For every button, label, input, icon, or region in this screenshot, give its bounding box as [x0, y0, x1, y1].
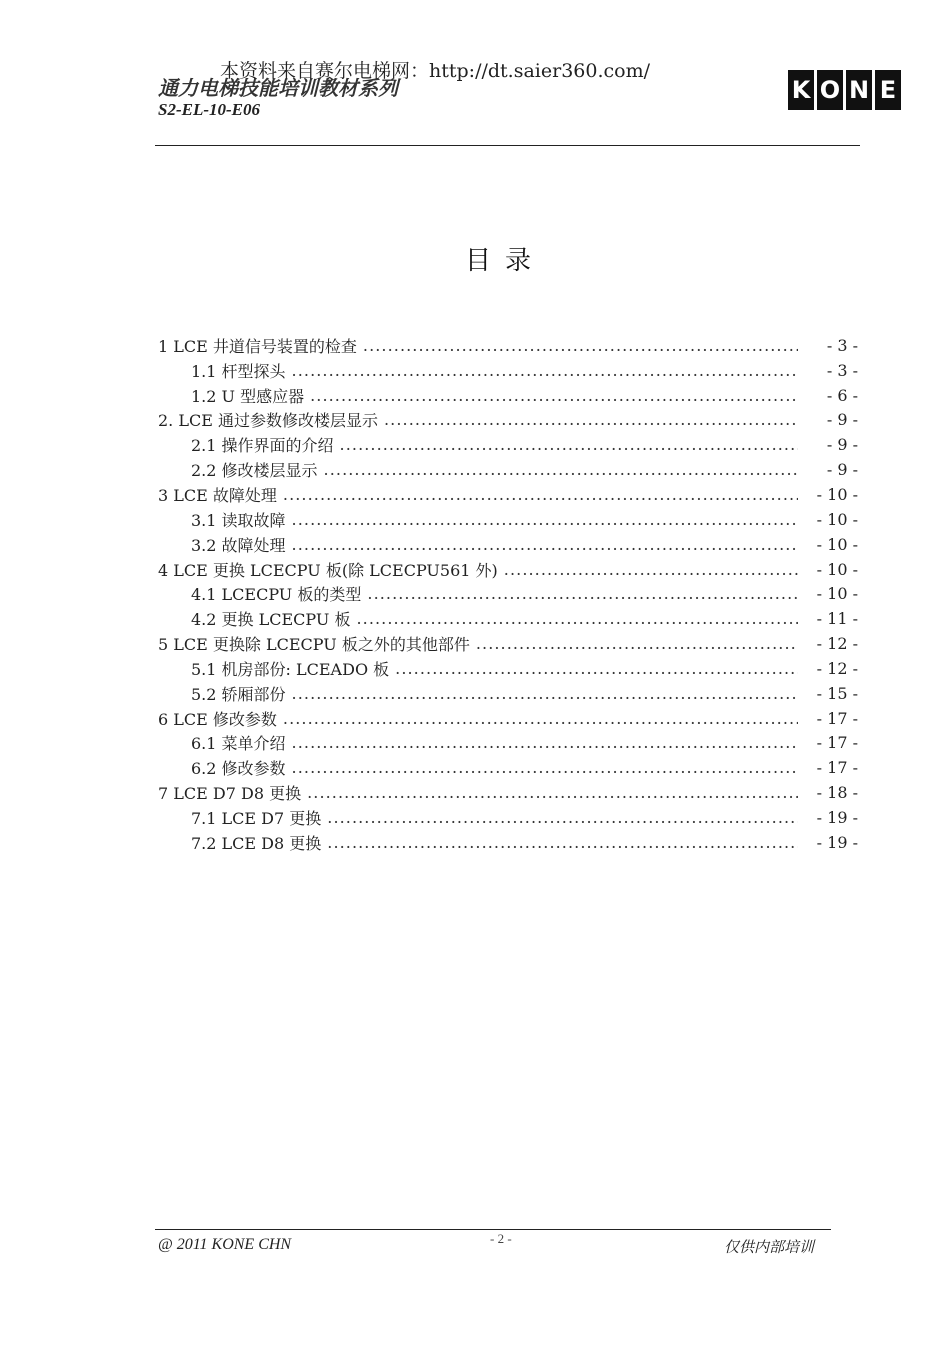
- logo-letter: N: [846, 70, 872, 110]
- document-code: S2-EL-10-E06: [158, 100, 260, 119]
- toc-entry-label: 3.2 故障处理: [191, 535, 286, 555]
- toc-entry[interactable]: [158, 383, 858, 408]
- toc-leader-dots: [292, 361, 798, 380]
- toc-entry-label: 3.1 读取故障: [191, 510, 286, 530]
- toc-entry-page: - 17 -: [816, 708, 858, 728]
- footer-copyright: @ 2011 KONE CHN: [158, 1236, 292, 1253]
- toc-entry-label: 7.2 LCE D8 更换: [191, 833, 322, 853]
- toc-entry-page: - 15 -: [816, 683, 858, 703]
- toc-entry-label: 6.1 菜单介绍: [191, 734, 286, 754]
- toc-entry-label: 1.2 U 型感应器: [191, 386, 305, 406]
- toc-entry[interactable]: [158, 358, 858, 383]
- toc-leader-dots: [292, 758, 798, 777]
- toc-entry-page: - 10 -: [816, 584, 858, 604]
- page-number: - 2 -: [490, 1231, 512, 1246]
- logo-letter: K: [788, 70, 814, 110]
- watermark-text: 本资料来自赛尔电梯网：http://dt.saier360.com/: [220, 60, 650, 82]
- logo-letter: E: [875, 70, 901, 110]
- toc-leader-dots: [283, 485, 798, 504]
- toc-entry-label: 4.2 更换 LCECPU 板: [191, 610, 351, 630]
- toc-entry-page: - 3 -: [826, 335, 858, 355]
- toc-entry[interactable]: [158, 408, 858, 433]
- toc-leader-dots: [367, 584, 798, 603]
- toc-leader-dots: [504, 560, 798, 579]
- toc-leader-dots: [283, 709, 798, 728]
- footer-divider: [155, 1229, 831, 1230]
- toc-leader-dots: [324, 460, 798, 479]
- toc-entry[interactable]: [158, 656, 858, 681]
- toc-entry[interactable]: [158, 557, 858, 582]
- toc-entry-label: 2.1 操作界面的介绍: [191, 436, 334, 456]
- toc-entry-page: - 12 -: [816, 658, 858, 678]
- toc-leader-dots: [395, 659, 798, 678]
- toc-entry-label: 5.1 机房部份: LCEADO 板: [191, 659, 390, 679]
- toc-leader-dots: [292, 510, 798, 529]
- table-of-contents: [158, 333, 858, 855]
- toc-entry[interactable]: [158, 581, 858, 606]
- toc-entry-page: - 10 -: [816, 484, 858, 504]
- toc-entry-label: 5 LCE 更换除 LCECPU 板之外的其他部件: [158, 635, 470, 655]
- toc-entry-page: - 9 -: [826, 410, 858, 430]
- toc-entry-label: 2.2 修改楼层显示: [191, 461, 318, 481]
- toc-entry[interactable]: [158, 631, 858, 656]
- toc-entry-label: 1.1 杆型探头: [191, 361, 286, 381]
- toc-entry-label: 6.2 修改参数: [191, 759, 286, 779]
- toc-leader-dots: [327, 833, 798, 852]
- toc-entry[interactable]: [158, 532, 858, 557]
- toc-entry[interactable]: [158, 805, 858, 830]
- toc-entry[interactable]: [158, 432, 858, 457]
- toc-entry-page: - 17 -: [816, 733, 858, 753]
- toc-entry-label: 1 LCE 井道信号装置的检查: [158, 336, 357, 356]
- toc-leader-dots: [476, 634, 798, 653]
- toc-entry-label: 7 LCE D7 D8 更换: [158, 784, 302, 804]
- toc-entry[interactable]: [158, 780, 858, 805]
- logo-letter: O: [817, 70, 843, 110]
- toc-leader-dots: [292, 733, 798, 752]
- toc-entry-label: 6 LCE 修改参数: [158, 709, 277, 729]
- toc-entry[interactable]: [158, 681, 858, 706]
- toc-entry[interactable]: [158, 706, 858, 731]
- toc-entry-page: - 6 -: [826, 385, 858, 405]
- toc-leader-dots: [384, 410, 798, 429]
- toc-entry-page: - 18 -: [816, 783, 858, 803]
- toc-leader-dots: [292, 535, 798, 554]
- toc-entry[interactable]: [158, 731, 858, 756]
- toc-entry-label: 3 LCE 故障处理: [158, 485, 277, 505]
- toc-entry-page: - 12 -: [816, 634, 858, 654]
- toc-leader-dots: [340, 435, 798, 454]
- toc-entry[interactable]: [158, 830, 858, 855]
- toc-entry[interactable]: [158, 507, 858, 532]
- toc-entry-label: 2. LCE 通过参数修改楼层显示: [158, 411, 378, 431]
- toc-entry-page: - 11 -: [816, 609, 858, 629]
- toc-title: 目录: [464, 246, 545, 276]
- toc-entry-page: - 9 -: [826, 435, 858, 455]
- toc-entry-page: - 3 -: [826, 360, 858, 380]
- toc-entry-page: - 10 -: [816, 534, 858, 554]
- toc-entry-page: - 10 -: [816, 559, 858, 579]
- toc-entry[interactable]: [158, 755, 858, 780]
- toc-leader-dots: [363, 336, 798, 355]
- toc-entry-label: 5.2 轿厢部份: [191, 684, 286, 704]
- toc-entry[interactable]: [158, 606, 858, 631]
- toc-leader-dots: [307, 783, 798, 802]
- toc-entry[interactable]: [158, 333, 858, 358]
- toc-entry-page: - 19 -: [816, 832, 858, 852]
- toc-entry[interactable]: [158, 482, 858, 507]
- toc-leader-dots: [292, 684, 798, 703]
- kone-logo: [788, 70, 901, 110]
- toc-entry-page: - 10 -: [816, 509, 858, 529]
- toc-entry[interactable]: [158, 457, 858, 482]
- internal-training-note: 仅供内部培训: [724, 1238, 815, 1256]
- header-divider: [155, 145, 860, 146]
- toc-entry-label: 4.1 LCECPU 板的类型: [191, 585, 362, 605]
- series-title: 通力电梯技能培训教材系列: [158, 76, 398, 100]
- toc-entry-page: - 17 -: [816, 758, 858, 778]
- toc-entry-label: 7.1 LCE D7 更换: [191, 808, 322, 828]
- toc-leader-dots: [327, 808, 798, 827]
- toc-entry-label: 4 LCE 更换 LCECPU 板(除 LCECPU561 外): [158, 560, 498, 580]
- toc-leader-dots: [310, 386, 798, 405]
- toc-leader-dots: [356, 609, 798, 628]
- toc-entry-page: - 9 -: [826, 460, 858, 480]
- toc-entry-page: - 19 -: [816, 807, 858, 827]
